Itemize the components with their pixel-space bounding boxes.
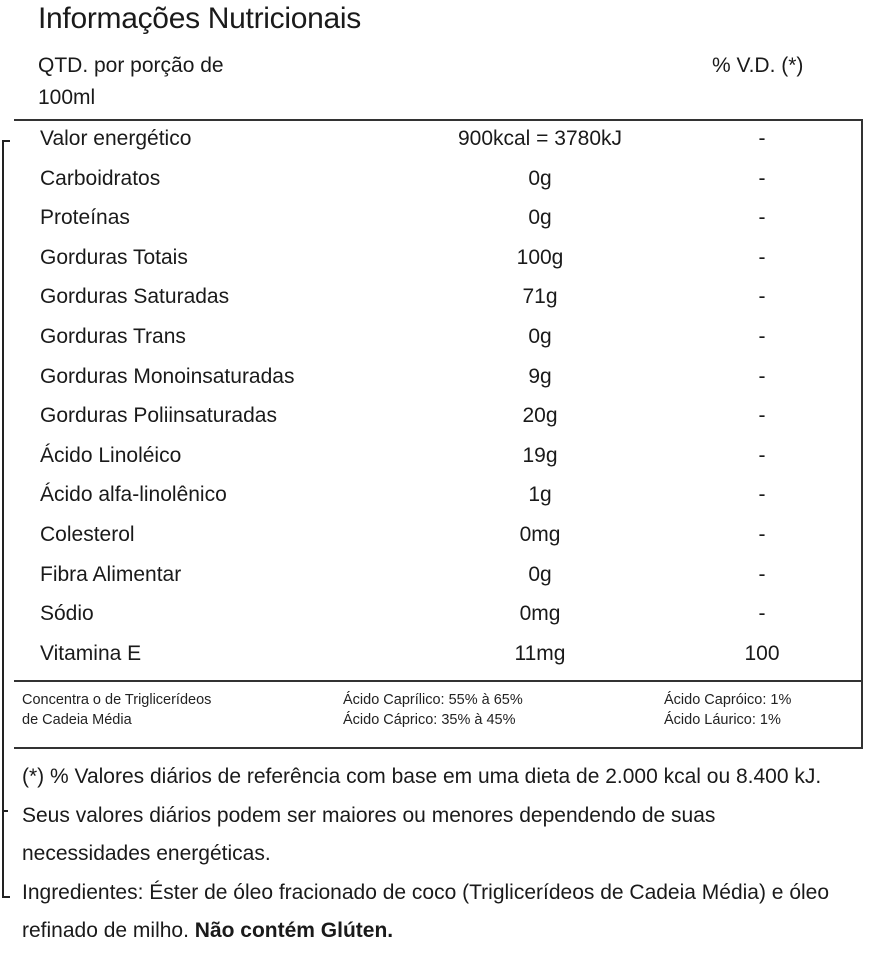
nutrient-vd: - [758,324,766,348]
nutrient-name: Proteínas [40,206,130,230]
table-row [40,240,860,280]
nutrient-vd: - [758,285,766,309]
nutrient-vd: - [758,602,766,626]
nutrient-name: Gorduras Totais [40,245,188,269]
left-bracket-line [2,140,12,898]
portion-label: QTD. por porção de [38,54,224,77]
note-line: Ácido Caprílico: 55% à 65% [343,692,523,708]
table-row [40,596,860,636]
bracket-tick [2,810,8,812]
table-row [40,517,860,557]
table-row [40,319,860,359]
table-row [40,121,860,161]
nutrient-vd: - [758,562,766,586]
table-row [40,477,860,517]
note-line: Concentra o de Triglicerídeos [22,692,212,708]
nutrient-name: Ácido alfa-linolênico [40,483,227,507]
acid-note-b [664,690,864,730]
nutrient-name: Carboidratos [40,166,161,190]
nutrient-value: 0g [528,166,552,190]
page-title: Informações Nutricionais [38,2,361,35]
nutrient-name: Valor energético [40,127,192,150]
nutrient-value: 0g [528,324,552,348]
nutrient-vd: - [758,522,766,546]
nutrient-name: Colesterol [40,522,135,546]
table-row [40,200,860,240]
note-line: Ácido Cáprico: 35% à 45% [343,712,516,728]
nutrient-name: Sódio [40,602,94,626]
nutrient-value: 19g [522,443,558,467]
nutrient-vd: - [758,127,766,150]
note-line: Ácido Capróico: 1% [664,692,792,708]
daily-values-note: (*) % Valores diários de referência com base em uma dieta de 2.000 kcal ou 8.400 kJ. Seus valores diários podem ser maiores ou menores dependendo de suas necessidades energéticas. [22,765,822,865]
table-row [40,279,860,319]
nutrient-value: 900kcal = 3780kJ [457,127,623,150]
nutrient-vd: - [758,364,766,388]
table-row [40,359,860,399]
nutrient-vd: - [758,245,766,269]
nutrient-value: 0mg [519,602,561,626]
portion-amount: 100ml [38,86,96,109]
nutrient-value: 0g [528,562,552,586]
table-row [40,438,860,478]
nutrient-name: Gorduras Monoinsaturadas [40,364,295,388]
nutrient-vd: - [758,443,766,467]
note-line: de Cadeia Média [22,712,132,728]
nutrient-value: 1g [528,483,552,507]
mct-note [22,690,302,730]
nutrient-vd: - [758,404,766,428]
ingredients-text: Ingredientes: Éster de óleo fracionado de coco (Triglicerídeos de Cadeia Média) e óleo refinado de milho. [22,880,830,942]
nutrient-name: Gorduras Saturadas [40,285,230,309]
nutrient-value: 0g [528,206,552,230]
nutrition-table [40,121,860,675]
nutrient-name: Fibra Alimentar [40,562,182,586]
bracket-tick [2,896,10,898]
note-line: Ácido Láurico: 1% [664,712,781,728]
bracket-tick [2,140,10,142]
nutrient-name: Gorduras Trans [40,324,186,348]
nutrient-value: 0mg [519,522,561,546]
ingredients [22,874,842,951]
table-row [40,636,860,676]
nutrient-name: Vitamina E [40,641,142,665]
vd-column-header: % V.D. (*) [712,54,804,77]
nutrient-vd: - [758,206,766,230]
gluten-warning: Não contém Glúten. [194,919,394,942]
table-row [40,557,860,597]
table-row [40,398,860,438]
nutrient-vd: - [758,483,766,507]
table-divider [14,680,863,682]
portion-quantity [38,50,278,114]
table-row [40,161,860,201]
nutrient-vd: - [758,166,766,190]
nutrient-value: 11mg [514,641,566,665]
nutrient-value: 71g [522,285,558,309]
footer-text [22,758,842,951]
nutrient-value: 9g [528,364,552,388]
nutrient-name: Ácido Linoléico [40,443,182,467]
nutrient-vd: 100 [744,641,780,665]
acid-note-a [343,690,623,730]
nutrient-name: Gorduras Poliinsaturadas [40,404,277,428]
nutrient-value: 20g [522,404,558,428]
nutrient-value: 100g [516,245,564,269]
